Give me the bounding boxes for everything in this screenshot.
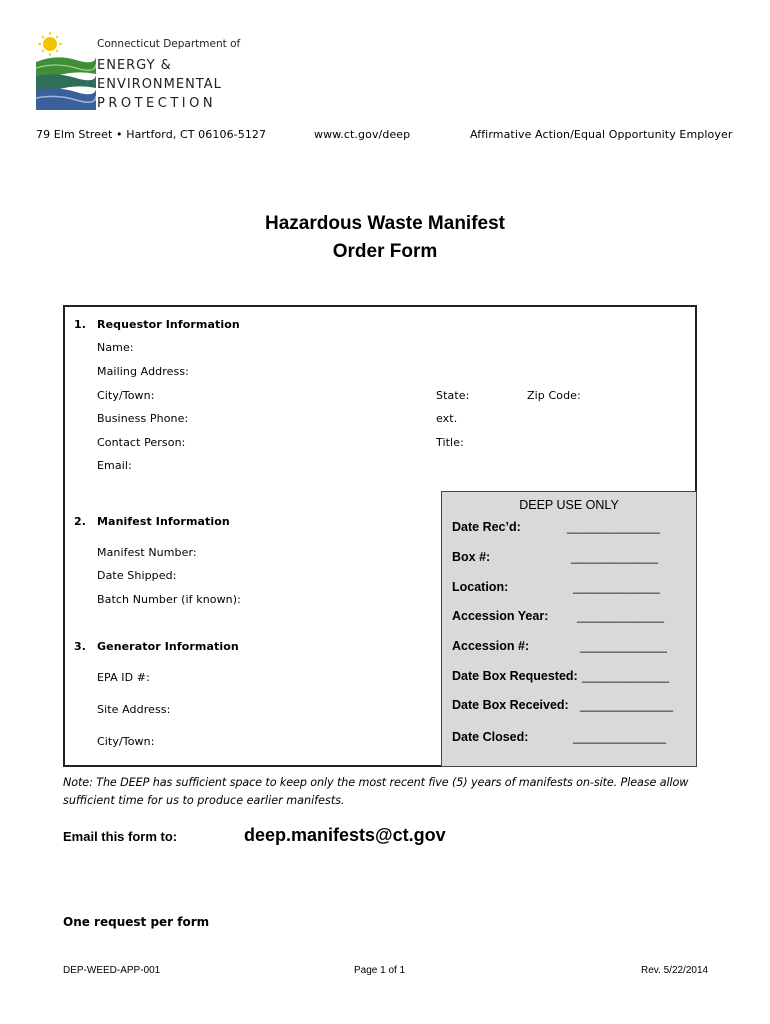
- logo-line-4: PROTECTION: [97, 96, 217, 111]
- email-field[interactable]: Email:: [97, 459, 132, 472]
- date-shipped-field[interactable]: Date Shipped:: [97, 569, 177, 582]
- date-box-requested-blank[interactable]: ______________: [582, 669, 669, 683]
- accession-year-blank[interactable]: ______________: [577, 609, 664, 623]
- ext-field[interactable]: ext.: [436, 412, 458, 425]
- deep-logo: [36, 32, 96, 110]
- one-request-note: One request per form: [63, 915, 210, 929]
- header-employer: Affirmative Action/Equal Opportunity Employer: [470, 128, 733, 141]
- date-box-requested-label: Date Box Requested:: [452, 669, 578, 683]
- date-box-received-blank[interactable]: _______________: [580, 698, 673, 712]
- date-box-received-label: Date Box Received:: [452, 698, 569, 712]
- email-to-address[interactable]: deep.manifests@ct.gov: [244, 825, 446, 845]
- accession-number-label: Accession #:: [452, 639, 530, 653]
- logo-graphic-icon: [36, 32, 96, 110]
- section-2-heading: Manifest Information: [97, 515, 230, 528]
- date-recd-blank[interactable]: _______________: [567, 520, 660, 534]
- zip-code-field[interactable]: Zip Code:: [527, 389, 581, 402]
- mailing-address-field[interactable]: Mailing Address:: [97, 365, 189, 378]
- location-label: Location:: [452, 580, 509, 594]
- box-number-blank[interactable]: ______________: [571, 550, 658, 564]
- footer-page-number: Page 1 of 1: [354, 965, 406, 976]
- section-3-heading: Generator Information: [97, 640, 239, 653]
- email-to-label: Email this form to:: [63, 829, 178, 844]
- note-line-1: Note: The DEEP has sufficient space to keep only the most recent five (5) years of manifests on-site. Please allow: [63, 776, 689, 789]
- state-field[interactable]: State:: [436, 389, 470, 402]
- deep-use-heading: DEEP USE ONLY: [519, 498, 619, 512]
- site-address-field[interactable]: Site Address:: [97, 703, 171, 716]
- footer-revision: Rev. 5/22/2014: [641, 965, 709, 976]
- city-town-field[interactable]: City/Town:: [97, 389, 155, 402]
- section-1-number: 1.: [74, 318, 87, 331]
- page-title: Hazardous Waste Manifest: [264, 213, 505, 234]
- accession-year-label: Accession Year:: [452, 609, 549, 623]
- date-closed-blank[interactable]: _______________: [573, 730, 666, 744]
- contact-person-field[interactable]: Contact Person:: [97, 436, 186, 449]
- logo-line-3: ENVIRONMENTAL: [97, 77, 222, 92]
- batch-number-field[interactable]: Batch Number (if known):: [97, 593, 241, 606]
- logo-line-1: Connecticut Department of: [97, 38, 241, 50]
- accession-number-blank[interactable]: ______________: [580, 639, 667, 653]
- date-recd-label: Date Rec’d:: [452, 520, 521, 534]
- manifest-number-field[interactable]: Manifest Number:: [97, 546, 197, 559]
- date-closed-label: Date Closed:: [452, 730, 529, 744]
- logo-line-2: ENERGY &: [97, 58, 172, 73]
- section-2-number: 2.: [74, 515, 87, 528]
- section-1-heading: Requestor Information: [97, 318, 240, 331]
- deep-use-only-box: [441, 491, 697, 767]
- epa-id-field[interactable]: EPA ID #:: [97, 671, 150, 684]
- contact-title-field[interactable]: Title:: [436, 436, 464, 449]
- note-line-2: sufficient time for us to produce earlier manifests.: [63, 794, 345, 807]
- header-website[interactable]: www.ct.gov/deep: [314, 128, 411, 141]
- footer-form-code: DEP-WEED-APP-001: [63, 965, 161, 976]
- name-field[interactable]: Name:: [97, 341, 134, 354]
- location-blank[interactable]: ______________: [573, 580, 660, 594]
- section-3-number: 3.: [74, 640, 87, 653]
- page-subtitle: Order Form: [332, 241, 438, 262]
- header-address: 79 Elm Street • Hartford, CT 06106-5127: [36, 128, 267, 141]
- generator-city-town-field[interactable]: City/Town:: [97, 735, 155, 748]
- box-number-label: Box #:: [452, 550, 491, 564]
- business-phone-field[interactable]: Business Phone:: [97, 412, 189, 425]
